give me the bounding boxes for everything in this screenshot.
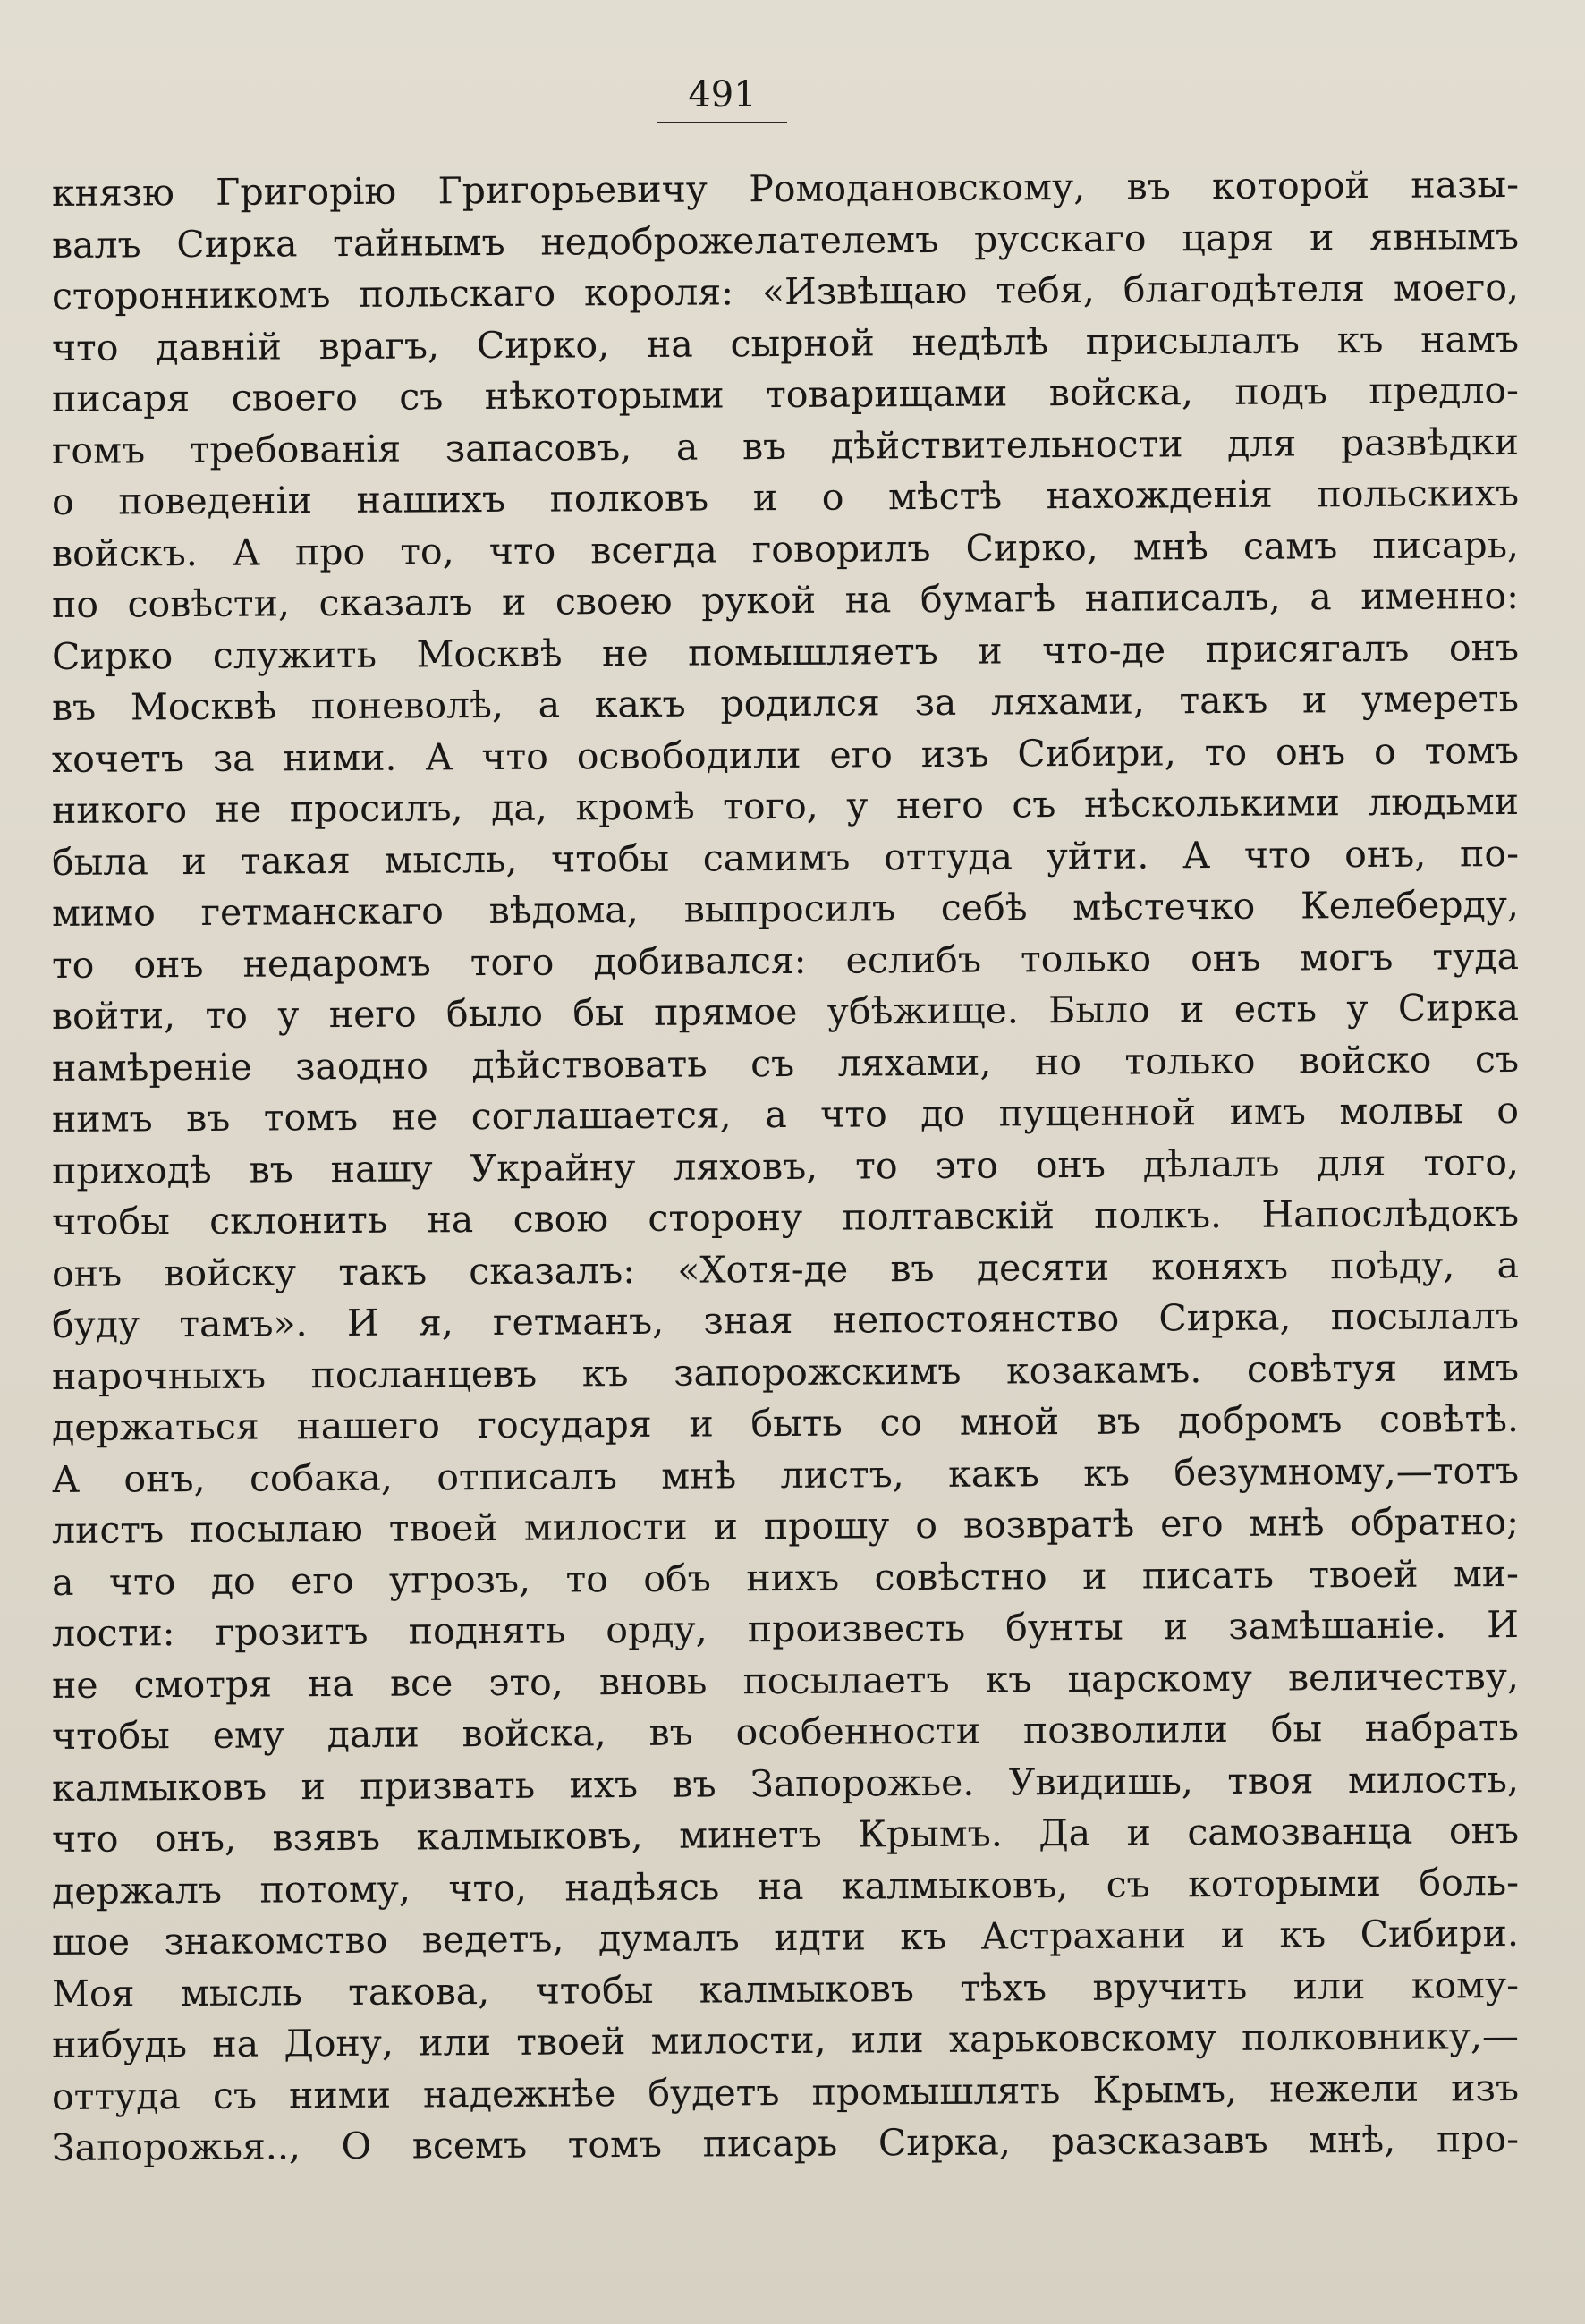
text-line: валъ Сирка тайнымъ недоброжелателемъ русскаго царя и явнымъ	[51, 214, 1520, 267]
text-line: чтобы ему дали войска, въ особенности позволили бы набрать	[51, 1705, 1520, 1758]
text-line: Моя мысль такова, чтобы калмыковъ тѣхъ вручить или кому-	[51, 1963, 1520, 2015]
text-line: что давній врагъ, Сирко, на сырной недѣлѣ присылалъ къ намъ	[51, 317, 1520, 369]
text-line: не смотря на все это, вновь посылаетъ къ царскому величеству,	[51, 1654, 1520, 1707]
text-line: нибудь на Дону, или твоей милости, или харьковскому полковнику,—	[51, 2014, 1520, 2066]
text-line: что онъ, взявъ калмыковъ, минетъ Крымъ. Да и самозванца онъ	[51, 1808, 1520, 1861]
text-line: никого не просилъ, да, кромѣ того, у него съ нѣсколькими людьми	[51, 779, 1520, 832]
text-line: мимо гетманскаго вѣдома, выпросилъ себѣ мѣстечко Келеберду,	[51, 882, 1520, 935]
text-line: калмыковъ и призвать ихъ въ Запорожье. Увидишь, твоя милость,	[51, 1757, 1520, 1810]
text-line: о поведеніи нашихъ полковъ и о мѣстѣ нахожденія польскихъ	[51, 471, 1520, 523]
text-line: въ Москвѣ поневолѣ, а какъ родился за ляхами, такъ и умереть	[51, 676, 1520, 729]
text-line: оттуда съ ними надежнѣе будетъ промышлять Крымъ, нежели изъ	[51, 2065, 1520, 2118]
text-line: была и такая мысль, чтобы самимъ оттуда уйти. А что онъ, по-	[51, 831, 1520, 884]
text-line: листъ посылаю твоей милости и прошу о возвратѣ его мнѣ обратно;	[51, 1499, 1520, 1552]
text-line: Запорожья.., О всемъ томъ писарь Сирка, разсказавъ мнѣ, про-	[51, 2116, 1520, 2169]
text-line: держалъ потому, что, надѣясь на калмыковъ, съ которыми боль-	[51, 1860, 1520, 1913]
page-number: 491	[688, 74, 757, 115]
text-line: князю Григорію Григорьевичу Ромодановскому, въ которой назы-	[51, 162, 1520, 215]
text-line: лости: грозитъ поднять орду, произвесть бунты и замѣшаніе. И	[51, 1602, 1520, 1655]
text-line: то онъ недаромъ того добивался: еслибъ только онъ могъ туда	[51, 934, 1520, 987]
text-line: нимъ въ томъ не соглашается, а что до пущенной имъ молвы о	[51, 1088, 1520, 1141]
text-line: писаря своего съ нѣкоторыми товарищами войска, подъ предло-	[51, 368, 1520, 420]
text-line: Сирко служить Москвѣ не помышляетъ и что-де присягалъ онъ	[51, 625, 1520, 678]
page-number-rule	[657, 122, 787, 123]
text-line: держаться нашего государя и быть со мной въ добромъ совѣтѣ.	[51, 1396, 1520, 1449]
body-text	[51, 162, 1520, 2175]
text-line: хочетъ за ними. А что освободили его изъ Сибири, то онъ о томъ	[51, 728, 1520, 781]
text-line: войскъ. А про то, что всегда говорилъ Сирко, мнѣ самъ писарь,	[51, 522, 1520, 575]
text-line: по совѣсти, сказалъ и своею рукой на бумагѣ написалъ, а именно:	[51, 573, 1520, 626]
text-line: буду тамъ». И я, гетманъ, зная непостоянство Сирка, посылалъ	[51, 1293, 1520, 1346]
text-line: сторонникомъ польскаго короля: «Извѣщаю тебя, благодѣтеля моего,	[51, 265, 1520, 318]
text-line: нарочныхъ посланцевъ къ запорожскимъ козакамъ. совѣтуя имъ	[51, 1345, 1520, 1398]
text-line: войти, то у него было бы прямое убѣжище. Было и есть у Сирка	[51, 985, 1520, 1038]
text-line: онъ войску такъ сказалъ: «Хотя-де въ десяти коняхъ поѣду, а	[51, 1243, 1520, 1295]
text-line: А онъ, собака, отписалъ мнѣ листъ, какъ къ безумному,—тотъ	[51, 1448, 1520, 1501]
text-line: гомъ требованія запасовъ, а въ дѣйствительности для развѣдки	[51, 420, 1520, 472]
text-line: шое знакомство ведетъ, думалъ идти къ Астрахани и къ Сибири.	[51, 1911, 1520, 1964]
text-line: приходѣ въ нашу Украйну ляховъ, то это онъ дѣлалъ для того,	[51, 1140, 1520, 1192]
text-line: чтобы склонить на свою сторону полтавскій полкъ. Напослѣдокъ	[51, 1191, 1520, 1243]
text-line: а что до его угрозъ, то объ нихъ совѣстно и писать твоей ми-	[51, 1551, 1520, 1604]
text-line: намѣреніе заодно дѣйствовать съ ляхами, но только войско съ	[51, 1037, 1520, 1090]
